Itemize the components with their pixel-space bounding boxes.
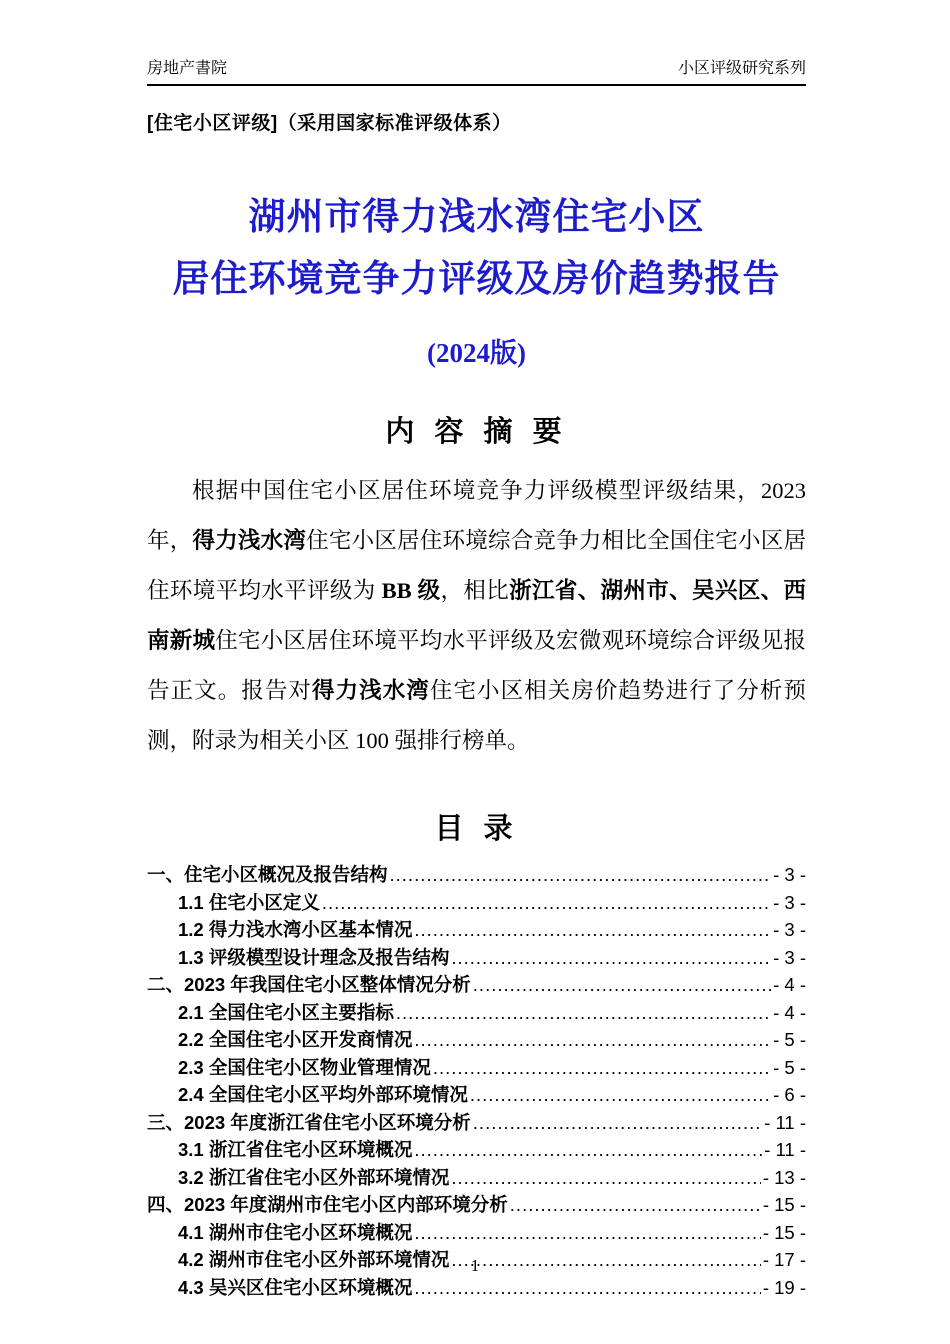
toc-entry-page: - 15 - [762,1194,806,1215]
running-header [147,58,806,86]
toc-entry-page: - 15 - [762,1221,806,1243]
toc-entry-page: - 3 - [773,919,806,940]
toc-entry-page: - 3 - [773,946,806,968]
title-line-2: 居住环境竞争力评级及房价趋势报告 [172,259,781,300]
toc-entry-page: - 5 - [773,1056,806,1078]
document-title-block [147,187,806,373]
toc-heading: 目 录 [434,813,519,845]
toc-dot-leader [414,916,771,944]
toc-entry [147,1274,806,1302]
toc-entry-label: 二、2023 年我国住宅小区整体情况分析 [147,974,471,995]
toc-dot-leader [473,1109,762,1137]
toc-entry [147,1026,806,1054]
toc-entry [147,1136,806,1164]
toc-entry-page: - 17 - [762,1249,806,1270]
toc-entry [147,916,806,944]
summary-text: 住宅小区居住环境综合竞争力相比全国住宅小区居住环境平均水平评级为 [147,528,806,603]
summary-heading: 内 容 摘 要 [385,416,568,448]
toc-entry-label: 1.1 住宅小区定义 [178,891,320,913]
toc-entry [147,944,806,972]
title-line-1: 湖州市得力浅水湾住宅小区 [248,197,705,238]
toc-dot-leader [396,999,771,1027]
toc-entry-label: 1.2 得力浅水湾小区基本情况 [178,919,413,940]
summary-bold-text: 得力浅水湾 [312,678,430,703]
header-left-label: 房地产書院 [147,60,228,77]
toc-dot-leader [414,1136,762,1164]
toc-entry-label: 4.2 湖州市住宅小区外部环境情况 [178,1249,450,1270]
header-right-label: 小区评级研究系列 [677,60,806,77]
toc-dot-leader [414,1219,760,1247]
toc-dot-leader [451,944,771,972]
toc-entry-label: 2.1 全国住宅小区主要指标 [178,1001,394,1023]
toc-dot-leader [433,1054,771,1082]
toc-entry [147,861,806,889]
toc-entry [147,1054,806,1082]
toc-entry-label: 一、住宅小区概况及报告结构 [147,864,388,885]
toc-entry-page: - 4 - [773,974,806,995]
toc-entry-label: 3.2 浙江省住宅小区外部环境情况 [178,1166,450,1188]
toc-dot-leader [510,1191,761,1219]
title-edition: (2024版) [427,338,526,368]
report-series-subheader: [住宅小区评级]（采用国家标准评级体系） [147,113,512,134]
summary-text: 根据中国住宅小区居住环境竞争力评级模型评级结果，2023 年， [147,478,806,553]
toc-entry [147,1109,806,1137]
toc-entry [147,1164,806,1192]
toc-dot-leader [414,1274,760,1302]
toc-entry [147,889,806,917]
toc-entry-label: 4.1 湖州市住宅小区环境概况 [178,1221,413,1243]
toc-entry-label: 2.2 全国住宅小区开发商情况 [178,1029,413,1050]
summary-text: 住宅小区居住环境平均水平评级及宏微观环境综合评级见报告正文。报告对 [147,628,806,703]
summary-text: 住宅小区相关房价趋势进行了分析预测，附录为相关小区 100 强排行榜单。 [147,678,806,753]
toc-entry-label: 四、2023 年度湖州市住宅小区内部环境分析 [147,1194,508,1215]
toc-entry-page: - 11 - [764,1139,806,1160]
toc-entry-label: 1.3 评级模型设计理念及报告结构 [178,946,450,968]
toc-dot-leader [414,1026,771,1054]
toc-list [147,861,806,1301]
toc-entry [147,1191,806,1219]
toc-entry-page: - 3 - [773,891,806,913]
toc-entry-page: - 6 - [773,1084,806,1105]
toc-entry-label: 三、2023 年度浙江省住宅小区环境分析 [147,1111,471,1133]
toc-entry-page: - 19 - [762,1276,806,1298]
toc-dot-leader [470,1081,771,1109]
page-number: 1 [470,1256,480,1275]
toc-dot-leader [451,1164,760,1192]
toc-entry-page: - 13 - [762,1166,806,1188]
toc-entry-label: 2.4 全国住宅小区平均外部环境情况 [178,1084,468,1105]
toc-dot-leader [473,971,771,999]
toc-entry-page: - 3 - [773,864,806,885]
toc-entry-page: - 5 - [773,1029,806,1050]
summary-bold-text: BB 级 [381,578,441,603]
toc-entry-page: - 4 - [773,1001,806,1023]
summary-bold-text: 得力浅水湾 [192,528,307,553]
toc-entry [147,1219,806,1247]
toc-entry-label: 2.3 全国住宅小区物业管理情况 [178,1056,431,1078]
summary-text: ，相比 [440,578,510,603]
toc-dot-leader [322,889,771,917]
summary-bold-text: 浙江省、湖州市、吴兴区、西南新城 [147,578,806,653]
toc-entry-label: 4.3 吴兴区住宅小区环境概况 [178,1276,413,1298]
summary-paragraph [147,466,806,766]
toc-entry-label: 3.1 浙江省住宅小区环境概况 [178,1139,413,1160]
toc-dot-leader [390,861,772,889]
toc-entry [147,999,806,1027]
toc-entry [147,971,806,999]
toc-entry-page: - 11 - [764,1111,806,1133]
toc-entry [147,1081,806,1109]
